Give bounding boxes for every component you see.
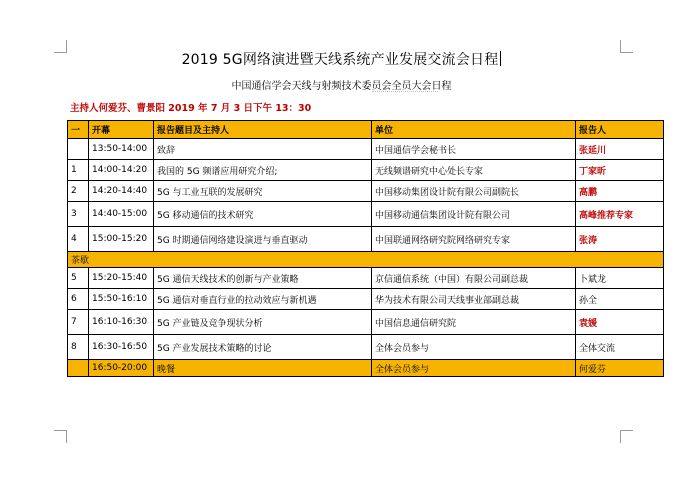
table-header-row — [68, 121, 664, 139]
table-row — [68, 335, 664, 360]
cell-speaker: 张延川 — [576, 139, 664, 160]
table-row — [68, 268, 664, 289]
cell-number: 4 — [68, 227, 89, 252]
cell-unit: 中国移动集团设计院有限公司副院长 — [372, 181, 576, 202]
cell-number: 8 — [68, 335, 89, 360]
cell-unit: 中国联通网络研究院网络研究专家 — [372, 227, 576, 252]
cell-time: 15:20-15:40 — [89, 268, 154, 289]
cell-topic: 晚餐 — [154, 360, 372, 377]
break-row — [68, 252, 664, 268]
cell-time: 14:00-14:20 — [89, 160, 154, 181]
cell-speaker: 全体交流 — [576, 335, 664, 360]
cell-unit: 中国移动通信集团设计院有限公司 — [372, 202, 576, 227]
cell-speaker: 卜斌龙 — [576, 268, 664, 289]
cell-topic: 5G 产业链及竞争现状分析 — [154, 310, 372, 335]
title-text: 2019 5G网络演进暨天线系统产业发展交流会日程 — [181, 52, 499, 68]
cell-time: 16:30-16:50 — [89, 335, 154, 360]
cell-unit: 京信通信系统（中国）有限公司副总裁 — [372, 268, 576, 289]
table-row — [68, 181, 664, 202]
cell-speaker: 何爱芬 — [576, 360, 664, 377]
cell-time: 16:10-16:30 — [89, 310, 154, 335]
cell-number — [68, 139, 89, 160]
cell-speaker: 张涛 — [576, 227, 664, 252]
cell-number: 5 — [68, 268, 89, 289]
cell-speaker: 孙全 — [576, 289, 664, 310]
cell-unit: 中国信息通信研究院 — [372, 310, 576, 335]
cell-topic: 5G 通信天线技术的创新与产业策略 — [154, 268, 372, 289]
cell-topic: 5G 移动通信的技术研究 — [154, 202, 372, 227]
table-row — [68, 289, 664, 310]
agenda-table — [67, 120, 664, 377]
text-cursor — [500, 51, 501, 66]
cell-time: 14:40-15:00 — [89, 202, 154, 227]
table-row — [68, 227, 664, 252]
cell-unit: 中国通信学会秘书长 — [372, 139, 576, 160]
cell-topic: 致辞 — [154, 139, 372, 160]
cell-time: 13:50-14:00 — [89, 139, 154, 160]
subtitle-underline — [372, 91, 438, 92]
document-subtitle: 中国通信学会天线与射频技术委员会全员大会日程 — [231, 81, 452, 92]
header-cell-topic: 报告题目及主持人 — [154, 121, 372, 139]
cell-speaker: 高鹏 — [576, 181, 664, 202]
cell-number: 6 — [68, 289, 89, 310]
cell-number: 1 — [68, 160, 89, 181]
table-row — [68, 160, 664, 181]
cell-topic: 5G 产业发展技术策略的讨论 — [154, 335, 372, 360]
cell-topic: 5G 通信对垂直行业的拉动效应与新机遇 — [154, 289, 372, 310]
cell-speaker: 丁家昕 — [576, 160, 664, 181]
table-row — [68, 139, 664, 160]
cell-unit: 全体会员参与 — [372, 360, 576, 377]
dinner-row — [68, 360, 664, 377]
cell-unit: 无线频谱研究中心处长专家 — [372, 160, 576, 181]
header-cell-unit: 单位 — [372, 121, 576, 139]
cell-number: 2 — [68, 181, 89, 202]
document-title[interactable] — [0, 49, 683, 69]
cell-unit: 全体会员参与 — [372, 335, 576, 360]
cell-topic: 5G 与工业互联的发展研究 — [154, 181, 372, 202]
cell-time: 15:00-15:20 — [89, 227, 154, 252]
crop-mark-bottom-right — [620, 430, 633, 443]
cell-time: 15:50-16:10 — [89, 289, 154, 310]
crop-mark-bottom-left — [54, 430, 67, 443]
cell-number: 7 — [68, 310, 89, 335]
cell-time: 14:20-14:40 — [89, 181, 154, 202]
cell-topic: 我国的 5G 频谱应用研究介绍; — [154, 160, 372, 181]
cell-topic: 5G 时期通信网络建设演进与垂直驱动 — [154, 227, 372, 252]
cell-time: 16:50-20:00 — [89, 360, 154, 377]
cell-unit: 华为技术有限公司天线事业部副总裁 — [372, 289, 576, 310]
cell-speaker: 袁媛 — [576, 310, 664, 335]
header-cell-number: 一 — [68, 121, 89, 139]
table-row — [68, 310, 664, 335]
header-cell-speaker: 报告人 — [576, 121, 664, 139]
cell-number: 3 — [68, 202, 89, 227]
header-cell-time: 开幕 — [89, 121, 154, 139]
cell-number — [68, 360, 89, 377]
table-row — [68, 202, 664, 227]
break-label: 茶歇 — [68, 252, 664, 268]
host-line: 主持人何爱芬、曹景阳 2019 年 7 月 3 日下午 13：30 — [70, 103, 312, 114]
cell-speaker: 高峰推荐专家 — [576, 202, 664, 227]
